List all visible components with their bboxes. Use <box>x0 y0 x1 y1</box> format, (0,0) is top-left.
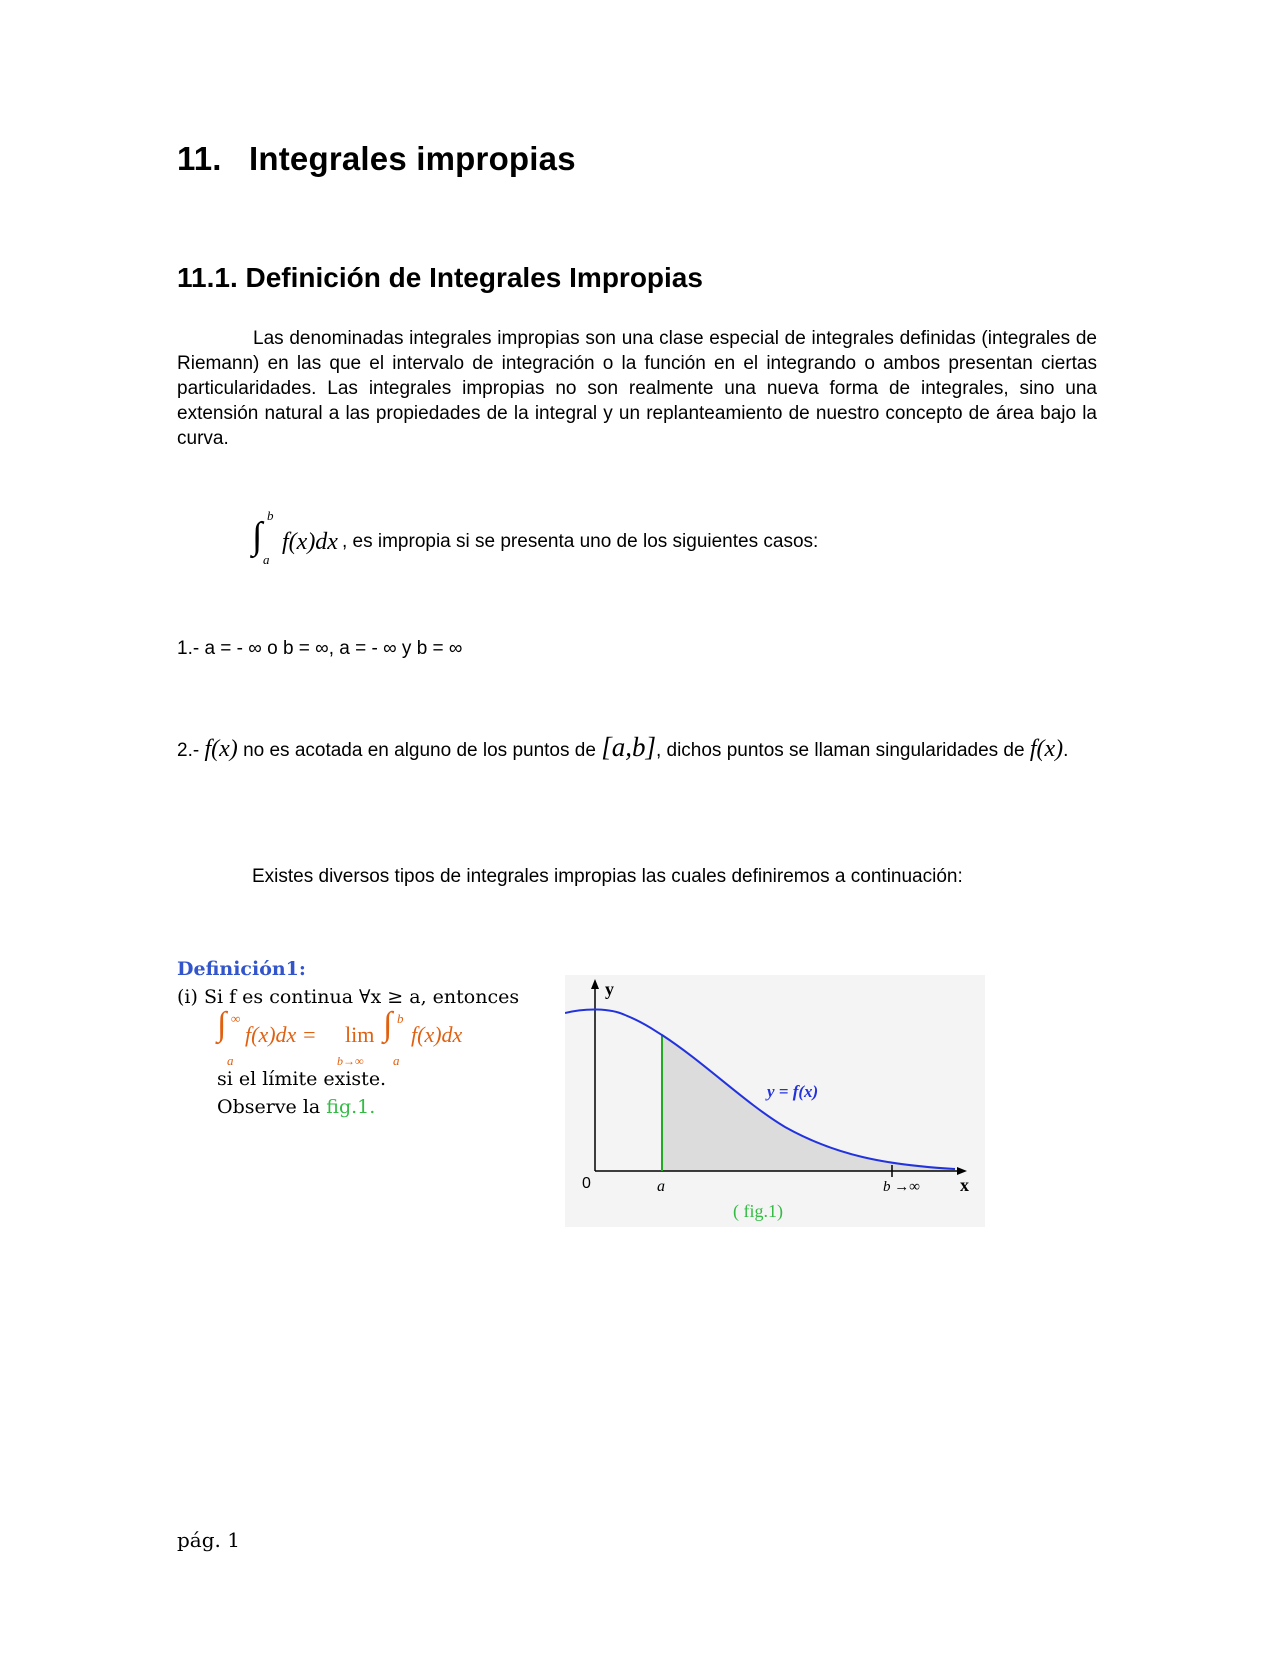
case-1: 1.- a = - ∞ o b = ∞, a = - ∞ y b = ∞ <box>177 638 463 659</box>
def-int-upper-left: ∞ <box>231 1011 241 1026</box>
case-2-end: . <box>1063 740 1069 761</box>
subsection-title: 11.1. Definición de Integrales Impropias <box>177 262 703 293</box>
origin-label: 0 <box>582 1175 591 1192</box>
curve-label: y = f(x) <box>767 1082 819 1101</box>
intro-paragraph-text: Las denominadas integrales impropias son una clase especial de integrales definidas (integrales de Riemann) en las que el intervalo de integración o la función en el integrando o ambos presentan ciertas particularidades. Las integrales impropias no son realmente una nueva forma de integrales, sino una extensión natural a las propiedades de la integral y un replanteamiento de nuestro concepto de área bajo la curva. <box>177 328 1097 449</box>
integral-statement <box>252 508 819 567</box>
case-2-text2: , dichos puntos se llaman singularidades de <box>655 740 1025 761</box>
case-2-text1: no es acotada en alguno de los puntos de <box>243 740 596 761</box>
definition-formula: ∫ ∞ a f(x)dx = lim b→∞ ∫ b a f(x)dx <box>217 1011 519 1065</box>
figure-reference: fig.1. <box>326 1096 376 1118</box>
definition-marker: (i) <box>177 986 198 1008</box>
figure-1 <box>565 975 985 1227</box>
y-axis-arrow <box>591 979 599 989</box>
def-int-upper-right: b <box>397 1011 404 1026</box>
x-axis-label: x <box>960 1175 969 1195</box>
types-intro: Existes diversos tipos de integrales impropias las cuales definiremos a continuación: <box>252 866 963 887</box>
definition-line4-prefix: Observe la <box>217 1096 321 1118</box>
def-formula-right: f(x)dx <box>411 1022 463 1047</box>
integral-upper: b <box>267 508 274 523</box>
section-title-text: Integrales impropias <box>249 140 576 177</box>
figure-1-graph <box>565 975 985 1227</box>
integral-symbol: ∫ b a <box>252 508 274 567</box>
y-axis-label: y <box>605 979 614 999</box>
case-2-interval: [a,b] <box>601 732 656 762</box>
a-label: a <box>657 1178 665 1195</box>
b-label: b →∞ <box>883 1179 920 1195</box>
integral-expression: f(x)dx <box>282 528 338 555</box>
def-formula-lim-sub: b→∞ <box>337 1054 364 1068</box>
page-number: pág. 1 <box>177 1528 240 1552</box>
def-formula-left: f(x)dx = <box>245 1022 317 1047</box>
area-under-curve <box>662 1035 955 1171</box>
integral-lower: a <box>263 552 270 567</box>
def-int-lower-right: a <box>393 1053 400 1068</box>
case-2 <box>177 730 1097 768</box>
definition-line4 <box>217 1093 519 1121</box>
definition-line3: si el límite existe. <box>217 1068 387 1090</box>
definition-title: Definición1: <box>177 958 306 980</box>
section-title <box>177 140 576 178</box>
definition-block <box>177 955 519 1121</box>
intro-paragraph <box>177 326 1097 451</box>
case-2-func2: f(x) <box>1029 736 1064 762</box>
definition-line1 <box>177 983 519 1011</box>
figure-caption: ( fig.1) <box>733 1201 783 1221</box>
def-int-lower-left: a <box>227 1053 234 1068</box>
def-formula-lim: lim <box>345 1022 375 1047</box>
section-number: 11. <box>177 140 222 177</box>
definition-line1-text: Si f es continua ∀x ≥ a, entonces <box>203 986 520 1008</box>
case-2-prefix: 2.- <box>177 740 200 761</box>
integral-text: , es impropia si se presenta uno de los siguientes casos: <box>341 531 819 552</box>
case-2-func: f(x) <box>204 736 238 762</box>
x-axis-arrow <box>957 1167 967 1175</box>
